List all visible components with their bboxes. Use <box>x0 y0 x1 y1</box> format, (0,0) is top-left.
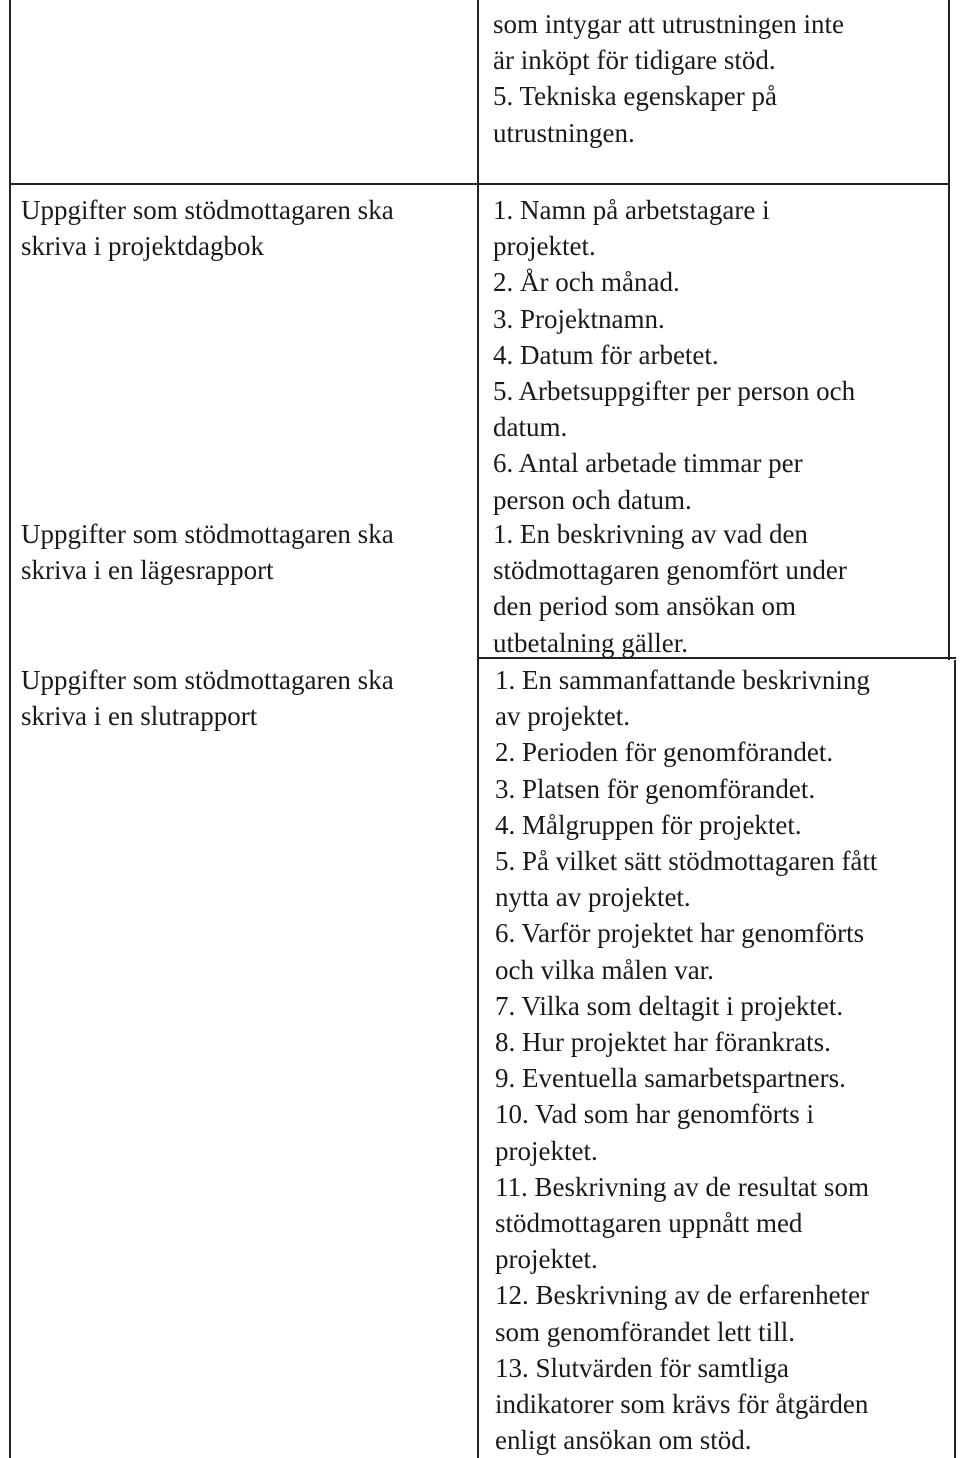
row-label: Uppgifter som stödmottagaren ska <box>21 195 394 225</box>
list-item: 1. Namn på arbetstagare i <box>493 195 770 225</box>
table-left-border <box>9 0 11 1458</box>
list-item: 2. Perioden för genomförandet. <box>495 737 834 768</box>
list-item: projektet. <box>495 1135 598 1166</box>
row-label: skriva i projektdagbok <box>21 231 264 262</box>
list-item: person och datum. <box>493 484 692 515</box>
list-item: 7. Vilka som deltagit i projektet. <box>495 990 844 1021</box>
row-divider-1 <box>9 183 950 185</box>
list-item: utrustningen. <box>493 117 635 148</box>
row-3-items <box>493 516 847 661</box>
list-item: är inköpt för tidigare stöd. <box>493 45 776 76</box>
list-item: 12. Beskrivning av de erfarenheter <box>495 1280 870 1311</box>
list-item: 5. På vilket sätt stödmottagaren fått <box>495 846 878 877</box>
list-item: 1. En beskrivning av vad den <box>493 519 808 549</box>
list-item: av projektet. <box>495 701 630 732</box>
list-item: 3. Projektnamn. <box>493 303 665 334</box>
list-item: 11. Beskrivning av de resultat som <box>495 1171 869 1202</box>
list-item: indikatorer som krävs för åtgärden <box>495 1389 869 1420</box>
list-item: nytta av projektet. <box>495 882 691 913</box>
row-2-label <box>21 192 394 264</box>
row-3-label <box>21 516 394 588</box>
list-item: projektet. <box>493 231 596 262</box>
list-item: enligt ansökan om stöd. <box>495 1425 752 1456</box>
list-item: 6. Varför projektet har genomförts <box>495 918 865 949</box>
list-item: 2. År och månad. <box>493 267 680 298</box>
list-item: den period som ansökan om <box>493 591 796 622</box>
table-column-divider <box>477 0 479 1458</box>
list-item: 1. En sammanfattande beskrivning <box>495 665 870 695</box>
table-right-border-top <box>948 0 950 660</box>
row-label: Uppgifter som stödmottagaren ska <box>21 665 394 695</box>
list-item: 5. Arbetsuppgifter per person och <box>493 376 856 407</box>
list-item: stödmottagaren genomfört under <box>493 555 847 586</box>
list-item: 3. Platsen för genomförandet. <box>495 773 816 804</box>
list-item: datum. <box>493 412 568 443</box>
row-label: skriva i en lägesrapport <box>21 555 274 586</box>
row-4-items <box>495 662 877 1458</box>
row-2-items <box>493 192 855 518</box>
row-label: skriva i en slutrapport <box>21 701 258 732</box>
list-item: 6. Antal arbetade timmar per <box>493 448 803 479</box>
list-item: och vilka målen var. <box>495 954 714 985</box>
list-item: 8. Hur projektet har förankrats. <box>495 1027 831 1058</box>
row-1-items <box>493 6 844 151</box>
list-item: 9. Eventuella samarbetspartners. <box>495 1063 846 1094</box>
list-item: 10. Vad som har genomförts i <box>495 1099 814 1130</box>
row-label: Uppgifter som stödmottagaren ska <box>21 519 394 549</box>
table-right-border-bottom <box>954 660 956 1458</box>
list-item: stödmottagaren uppnått med <box>495 1208 803 1239</box>
list-item: som intygar att utrustningen inte <box>493 9 844 39</box>
list-item: 5. Tekniska egenskaper på <box>493 81 778 112</box>
row-4-label <box>21 662 394 734</box>
list-item: 4. Målgruppen för projektet. <box>495 809 802 840</box>
list-item: 4. Datum för arbetet. <box>493 339 719 370</box>
list-item: 13. Slutvärden för samtliga <box>495 1352 789 1383</box>
list-item: projektet. <box>495 1244 598 1275</box>
list-item: som genomförandet lett till. <box>495 1316 795 1347</box>
list-item: utbetalning gäller. <box>493 627 688 658</box>
